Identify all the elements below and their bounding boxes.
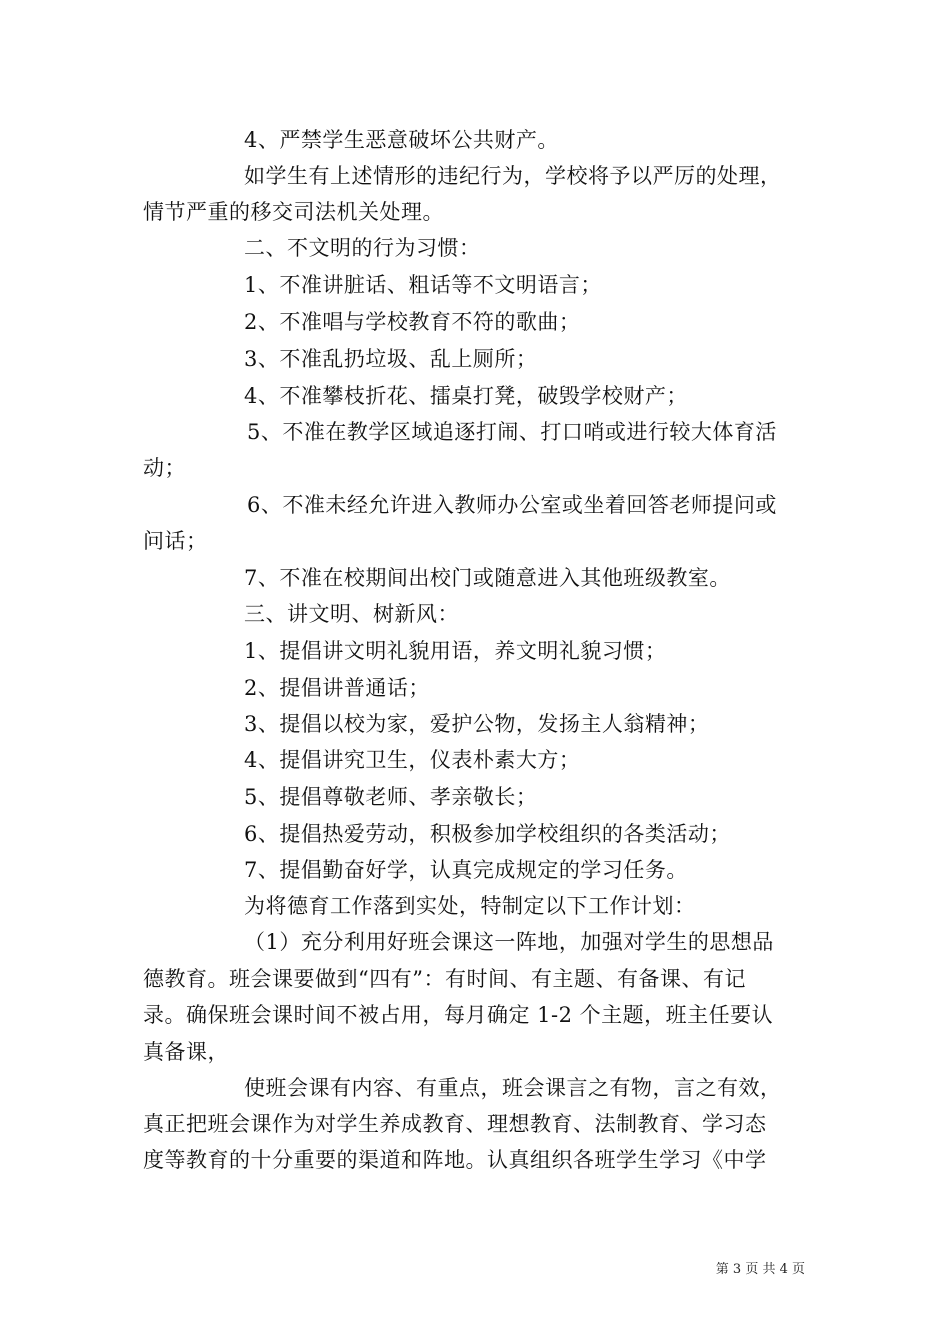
text-line: 4、不准攀枝折花、擂桌打凳，破毁学校财产； — [244, 384, 688, 408]
text-line: 1、提倡讲文明礼貌用语，养文明礼貌习惯； — [244, 639, 667, 663]
text-line: 3、提倡以校为家，爱护公物，发扬主人翁精神； — [244, 712, 710, 736]
text-line: 为将德育工作落到实处，特制定以下工作计划： — [244, 894, 696, 918]
text-line: 使班会课有内容、有重点，班会课言之有物，言之有效， — [244, 1076, 782, 1100]
text-line: 情节严重的移交司法机关处理。 — [143, 200, 444, 224]
text-line: 7、提倡勤奋好学，认真完成规定的学习任务。 — [244, 858, 688, 882]
text-line: 真备课， — [143, 1040, 229, 1064]
section-heading: 三、讲文明、树新风： — [244, 602, 459, 626]
text-line: 2、提倡讲普通话； — [244, 676, 430, 700]
text-line: 德教育。班会课要做到“四有”：有时间、有主题、有备课、有记 — [143, 967, 746, 991]
text-line: 动； — [143, 456, 186, 480]
text-line: 度等教育的十分重要的渠道和阵地。认真组织各班学生学习《中学 — [143, 1148, 767, 1172]
text-line: （1）充分利用好班会课这一阵地，加强对学生的思想品 — [244, 930, 774, 954]
text-line: 6、不准未经允许进入教师办公室或坐着回答老师提问或 — [247, 493, 777, 517]
text-line: 6、提倡热爱劳动，积极参加学校组织的各类活动； — [244, 822, 731, 846]
text-line: 7、不准在校期间出校门或随意进入其他班级教室。 — [244, 566, 731, 590]
text-line: 4、严禁学生恶意破坏公共财产。 — [244, 128, 559, 152]
text-line: 5、不准在教学区域追逐打闹、打口哨或进行较大体育活 — [247, 420, 777, 444]
page-number: 第 3 页 共 4 页 — [715, 1262, 805, 1277]
text-line: 5、提倡尊敬老师、孝亲敬长； — [244, 785, 538, 809]
text-line: 问话； — [143, 529, 208, 553]
text-line: 如学生有上述情形的违纪行为，学校将予以严厉的处理， — [244, 164, 782, 188]
text-line: 2、不准唱与学校教育不符的歌曲； — [244, 310, 581, 334]
text-line: 3、不准乱扔垃圾、乱上厕所； — [244, 347, 538, 371]
section-heading: 二、不文明的行为习惯： — [244, 236, 481, 260]
text-line: 4、提倡讲究卫生，仪表朴素大方； — [244, 748, 581, 772]
text-line: 1、不准讲脏话、粗话等不文明语言； — [244, 273, 602, 297]
text-line: 录。确保班会课时间不被占用，每月确定 1-2 个主题，班主任要认 — [143, 1003, 774, 1027]
text-line: 真正把班会课作为对学生养成教育、理想教育、法制教育、学习态 — [143, 1112, 767, 1136]
